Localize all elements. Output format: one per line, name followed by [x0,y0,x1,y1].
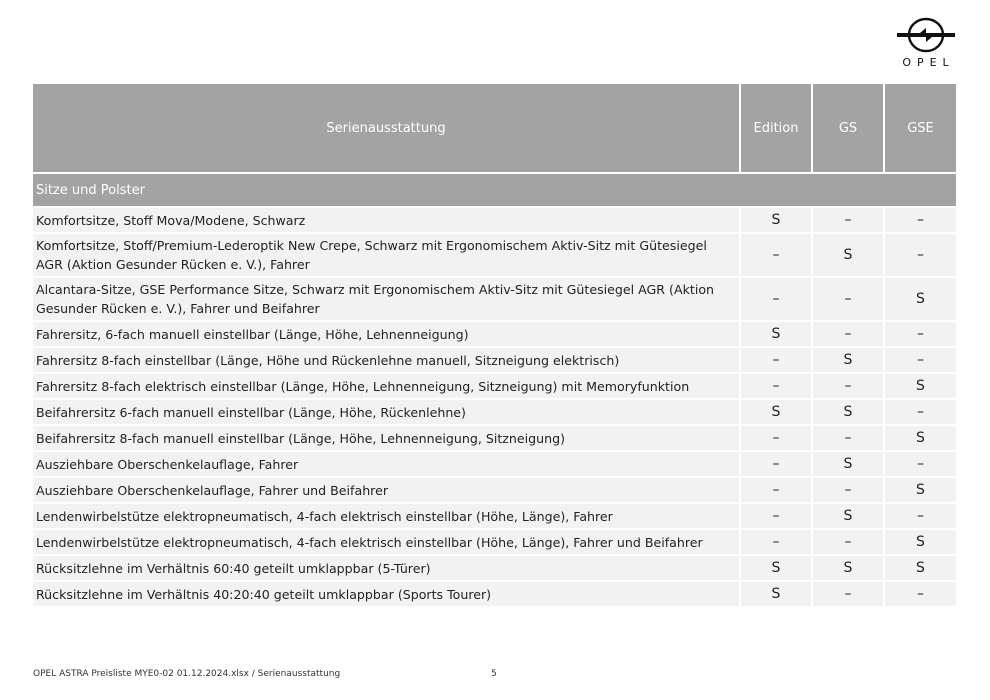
header-gse: GSE [884,84,956,173]
row-label: Beifahrersitz 6-fach manuell einstellbar (Länge, Höhe, Rückenlehne) [33,399,740,425]
row-label: Lendenwirbelstütze elektropneumatisch, 4-fach elektrisch einstellbar (Höhe, Länge), Fahrer und Beifahrer [33,529,740,555]
cell-gse: – [884,451,956,477]
cell-gse: – [884,347,956,373]
header-serienausstattung: Serienausstattung [33,84,740,173]
cell-gs: S [812,555,884,581]
row-label: Rücksitzlehne im Verhältnis 60:40 geteilt umklappbar (5-Türer) [33,555,740,581]
cell-gse: S [884,425,956,451]
cell-gs: – [812,277,884,321]
cell-edition: – [740,477,812,503]
cell-gse: S [884,277,956,321]
table-row [33,321,956,347]
opel-logo [893,16,959,72]
row-label: Ausziehbare Oberschenkelauflage, Fahrer [33,451,740,477]
footer-page-number: 5 [491,669,497,679]
cell-gse: – [884,503,956,529]
row-label: Lendenwirbelstütze elektropneumatisch, 4-fach elektrisch einstellbar (Höhe, Länge), Fahrer [33,503,740,529]
table-row [33,503,956,529]
table-row [33,451,956,477]
cell-gse: – [884,207,956,233]
table-row [33,233,956,277]
opel-blitz-icon [896,16,956,54]
table-row [33,529,956,555]
cell-gs: – [812,425,884,451]
table-row [33,555,956,581]
cell-gse: S [884,477,956,503]
cell-gs: – [812,373,884,399]
cell-edition: – [740,425,812,451]
cell-gse: S [884,373,956,399]
cell-gs: S [812,451,884,477]
cell-gs: S [812,347,884,373]
cell-edition: – [740,347,812,373]
cell-gse: – [884,233,956,277]
cell-edition: – [740,529,812,555]
cell-gs: – [812,207,884,233]
table-row [33,207,956,233]
cell-gs: – [812,321,884,347]
cell-gse: S [884,555,956,581]
row-label: Alcantara-Sitze, GSE Performance Sitze, Schwarz mit Ergonomischem Aktiv-Sitz mit Gütesiegel AGR (Aktion Gesunder Rücken e. V.), Fahrer und Beifahrer [33,277,740,321]
table-row [33,399,956,425]
cell-edition: – [740,451,812,477]
header-gs: GS [812,84,884,173]
cell-edition: S [740,207,812,233]
equipment-table [33,84,956,606]
table-row [33,477,956,503]
row-label: Rücksitzlehne im Verhältnis 40:20:40 geteilt umklappbar (Sports Tourer) [33,581,740,606]
row-label: Fahrersitz 8-fach elektrisch einstellbar (Länge, Höhe, Lehnenneigung, Sitzneigung) mit Memoryfunktion [33,373,740,399]
cell-gs: S [812,399,884,425]
cell-edition: – [740,373,812,399]
cell-gs: – [812,581,884,606]
cell-edition: S [740,321,812,347]
header-edition: Edition [740,84,812,173]
row-label: Fahrersitz 8-fach einstellbar (Länge, Höhe und Rückenlehne manuell, Sitzneigung elektrisch) [33,347,740,373]
cell-gs: – [812,529,884,555]
cell-gs: S [812,233,884,277]
cell-gs: – [812,477,884,503]
row-label: Fahrersitz, 6-fach manuell einstellbar (Länge, Höhe, Lehnenneigung) [33,321,740,347]
row-label: Komfortsitze, Stoff Mova/Modene, Schwarz [33,207,740,233]
section-row [33,173,956,207]
table-row [33,425,956,451]
table-row [33,373,956,399]
table-row [33,347,956,373]
cell-gs: S [812,503,884,529]
table-row [33,277,956,321]
cell-edition: S [740,555,812,581]
cell-gse: – [884,399,956,425]
section-title: Sitze und Polster [33,173,956,207]
logo-wordmark: OPEL [902,56,955,69]
cell-edition: S [740,399,812,425]
table-header-row [33,84,956,173]
cell-edition: – [740,277,812,321]
cell-gse: – [884,321,956,347]
cell-edition: – [740,233,812,277]
row-label: Ausziehbare Oberschenkelauflage, Fahrer und Beifahrer [33,477,740,503]
cell-edition: – [740,503,812,529]
cell-gse: – [884,581,956,606]
cell-edition: S [740,581,812,606]
row-label: Beifahrersitz 8-fach manuell einstellbar (Länge, Höhe, Lehnenneigung, Sitzneigung) [33,425,740,451]
table-row [33,581,956,606]
footer-document-name: OPEL ASTRA Preisliste MYE0-02 01.12.2024.xlsx / Serienausstattung [33,669,341,679]
row-label: Komfortsitze, Stoff/Premium-Lederoptik New Crepe, Schwarz mit Ergonomischem Aktiv-Sitz mit Gütesiegel AGR (Aktion Gesunder Rücken e. V.), Fahrer [33,233,740,277]
cell-gse: S [884,529,956,555]
